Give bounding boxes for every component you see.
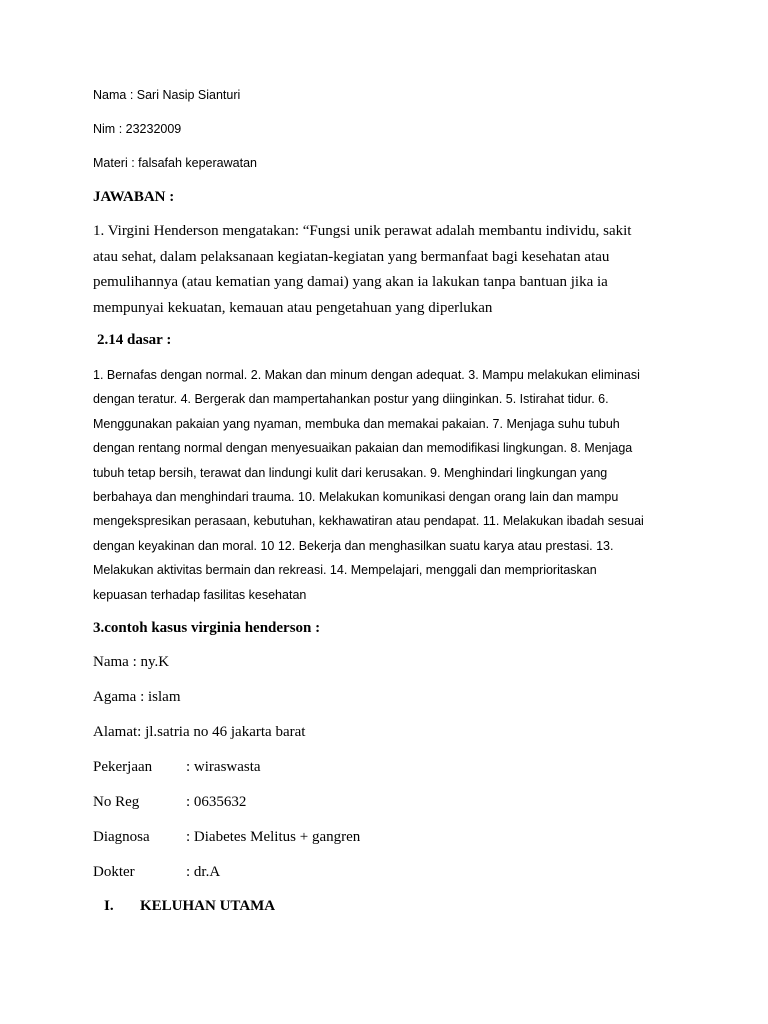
paragraph-line: dengan rentang normal dengan menyesuaikan pakaian dan memodifikasi lingkungan. 8. Menjaga: [93, 441, 633, 456]
case-regno-row: [93, 794, 246, 811]
paragraph-line: pemulihannya (atau kematian yang damai) yang akan ia lakukan tanpa bantuan jika ia: [93, 274, 608, 290]
section-3-heading: 3.contoh kasus virginia henderson :: [93, 620, 321, 636]
case-occupation-row: [93, 759, 261, 776]
heading-title: KELUHAN UTAMA: [140, 898, 276, 914]
paragraph-line: Melakukan aktivitas bermain dan rekreasi. 14. Mempelajari, menggali dan memprioritaskan: [93, 563, 597, 578]
paragraph-line: 1. Bernafas dengan normal. 2. Makan dan minum dengan adequat. 3. Mampu melakukan eliminasi: [93, 368, 640, 382]
section-2-heading: 2.14 dasar :: [97, 332, 172, 348]
paragraph-line: atau sehat, dalam pelaksanaan kegiatan-kegiatan yang bermanfaat bagi kesehatan atau: [93, 248, 610, 265]
case-religion: Agama : islam: [93, 689, 181, 705]
case-diagnosis-label: Diagnosa: [93, 829, 150, 845]
paragraph-line: mempunyai kekuatan, kemauan atau pengetahuan yang diperlukan: [93, 299, 493, 316]
case-doctor-row: [93, 864, 220, 881]
case-doctor-label: Dokter: [93, 864, 135, 880]
case-diagnosis-row: [93, 829, 360, 846]
heading-roman-numeral: I.: [104, 898, 114, 914]
answer-1-paragraph: [93, 219, 683, 321]
paragraph-line: Menggunakan pakaian yang nyaman, membuka dan memakai pakaian. 7. Menjaga suhu tubuh: [93, 416, 620, 431]
case-diagnosis-value: : Diabetes Melitus + gangren: [186, 829, 361, 845]
case-address: Alamat: jl.satria no 46 jakarta barat: [93, 724, 306, 740]
case-regno-label: No Reg: [93, 794, 140, 810]
jawaban-heading: JAWABAN :: [93, 189, 175, 205]
paragraph-line: berbahaya dan menghindari trauma. 10. Melakukan komunikasi dengan orang lain dan mampu: [93, 489, 619, 504]
case-patient-name: Nama : ny.K: [93, 654, 170, 670]
case-regno-value: : 0635632: [186, 794, 247, 810]
paragraph-line: tubuh tetap bersih, terawat dan lindungi kulit dari kerusakan. 9. Menghindari lingkungan yang: [93, 465, 608, 480]
paragraph-line: dengan teratur. 4. Bergerak dan mampertahankan postur yang diinginkan. 5. Istirahat tidur. 6.: [93, 392, 609, 407]
paragraph-line: 1. Virgini Henderson mengatakan: “Fungsi unik perawat adalah membantu individu, sakit: [93, 223, 632, 239]
student-nim: Nim : 23232009: [93, 122, 182, 136]
paragraph-line: dengan keyakinan dan moral. 10 12. Bekerja dan menghasilkan suatu karya atau prestasi. 13.: [93, 538, 614, 553]
paragraph-line: mengekspresikan perasaan, kebutuhan, kekhawatiran atau pendapat. 11. Melakukan ibadah sesuai: [93, 514, 644, 529]
basic-needs-paragraph: [93, 363, 683, 607]
main-complaint-heading: [104, 898, 275, 915]
case-occupation-value: : wiraswasta: [186, 759, 261, 775]
paragraph-line: kepuasan terhadap fasilitas kesehatan: [93, 587, 307, 602]
case-doctor-value: : dr.A: [186, 864, 221, 880]
student-name: Nama : Sari Nasip Sianturi: [93, 88, 241, 102]
subject-material: Materi : falsafah keperawatan: [93, 156, 257, 170]
case-occupation-label: Pekerjaan: [93, 759, 153, 775]
